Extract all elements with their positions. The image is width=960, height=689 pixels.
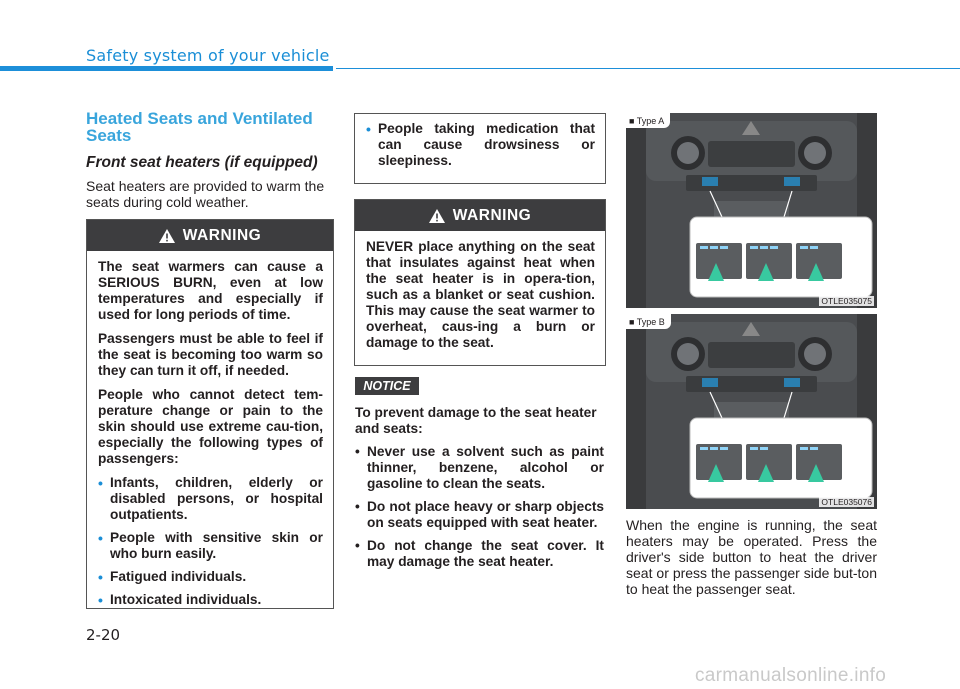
list-item: • Do not change the seat cover. It may damage the seat heater.	[355, 538, 604, 569]
warning-header	[87, 220, 333, 251]
warning-box-2	[354, 199, 606, 366]
figure-code: OTLE035076	[821, 497, 872, 507]
warning-body	[355, 114, 605, 184]
bullet-icon: •	[355, 499, 360, 514]
list-item: • Never use a solvent such as paint thinner, benzene, alcohol or gasoline to clean the seats.	[355, 444, 604, 491]
warning-paragraph: People who cannot detect tem-perature change or pain to the skin should use extreme cau-tion, especially the following types of passengers:	[98, 387, 323, 466]
section-header: Safety system of your vehicle	[86, 46, 330, 65]
notice-body	[355, 405, 604, 577]
list-item: • Infants, children, elderly or disabled persons, or hospital outpatients.	[98, 475, 323, 522]
watermark: carmanualsonline.info	[695, 665, 887, 686]
notice-list	[355, 444, 604, 570]
passenger-list	[98, 475, 323, 608]
list-item: • Fatigued individuals.	[98, 569, 247, 585]
list-item: • People taking medication that can cause drowsiness or sleepiness.	[366, 121, 595, 168]
warning-body	[355, 231, 605, 359]
warning-triangle-icon	[159, 229, 175, 243]
continuation-list	[366, 121, 595, 169]
figure-type-a	[626, 113, 877, 308]
warning-paragraph: The seat warmers can cause a SERIOUS BURN, even at low temperatures and especially if used for long periods of time.	[98, 259, 323, 322]
intro-text: Seat heaters are provided to warm the seats during cold weather.	[86, 178, 325, 210]
bullet-icon: •	[98, 530, 103, 546]
header-bar	[0, 66, 333, 71]
figure-type-label: ■ Type B	[626, 314, 671, 329]
header-rule	[336, 68, 960, 69]
list-item: • People with sensitive skin or who burn easily.	[98, 530, 323, 561]
notice-label: NOTICE	[355, 377, 419, 395]
figure-code: OTLE035075	[821, 296, 872, 306]
bullet-icon: •	[98, 592, 103, 608]
warning-box-1	[86, 219, 334, 609]
seat-heater-operation-text: When the engine is running, the seat heaters may be operated. Press the driver's side button to heat the driver seat or press the passenger side but-ton to heat the passenger seat.	[626, 517, 877, 597]
console-illustration	[626, 314, 877, 509]
warning-header	[355, 200, 605, 231]
subsection-title: Front seat heaters (if equipped)	[86, 154, 318, 171]
bullet-icon: •	[366, 121, 371, 137]
figure-type-b	[626, 314, 877, 509]
page-number: 2-20	[86, 626, 121, 644]
notice-intro: To prevent damage to the seat heater and seats:	[355, 405, 597, 436]
bullet-icon: •	[98, 569, 103, 585]
warning-paragraph: Passengers must be able to feel if the seat is becoming too warm so they can turn it off, if needed.	[98, 331, 323, 378]
figure-type-label: ■ Type A	[626, 113, 670, 128]
console-illustration	[626, 113, 877, 308]
list-item: • Intoxicated individuals.	[98, 592, 262, 608]
warning-continuation-box	[354, 113, 606, 184]
bullet-icon: •	[355, 444, 360, 459]
warning-paragraph: NEVER place anything on the seat that insulates against heat when the seat heater is in opera-tion, such as a blanket or seat cushion. This may cause the seat warmer to overheat, caus-ing a burn or damage to the seat.	[366, 239, 595, 350]
bullet-icon: •	[355, 538, 360, 553]
warning-label: WARNING	[182, 226, 262, 244]
section-title: Heated Seats and Ventilated Seats	[86, 109, 313, 145]
warning-body	[87, 251, 333, 623]
bullet-icon: •	[98, 475, 103, 491]
warning-label: WARNING	[452, 206, 532, 224]
warning-triangle-icon	[429, 209, 445, 223]
column-1	[86, 110, 334, 210]
list-item: • Do not place heavy or sharp objects on seats equipped with seat heater.	[355, 499, 604, 530]
